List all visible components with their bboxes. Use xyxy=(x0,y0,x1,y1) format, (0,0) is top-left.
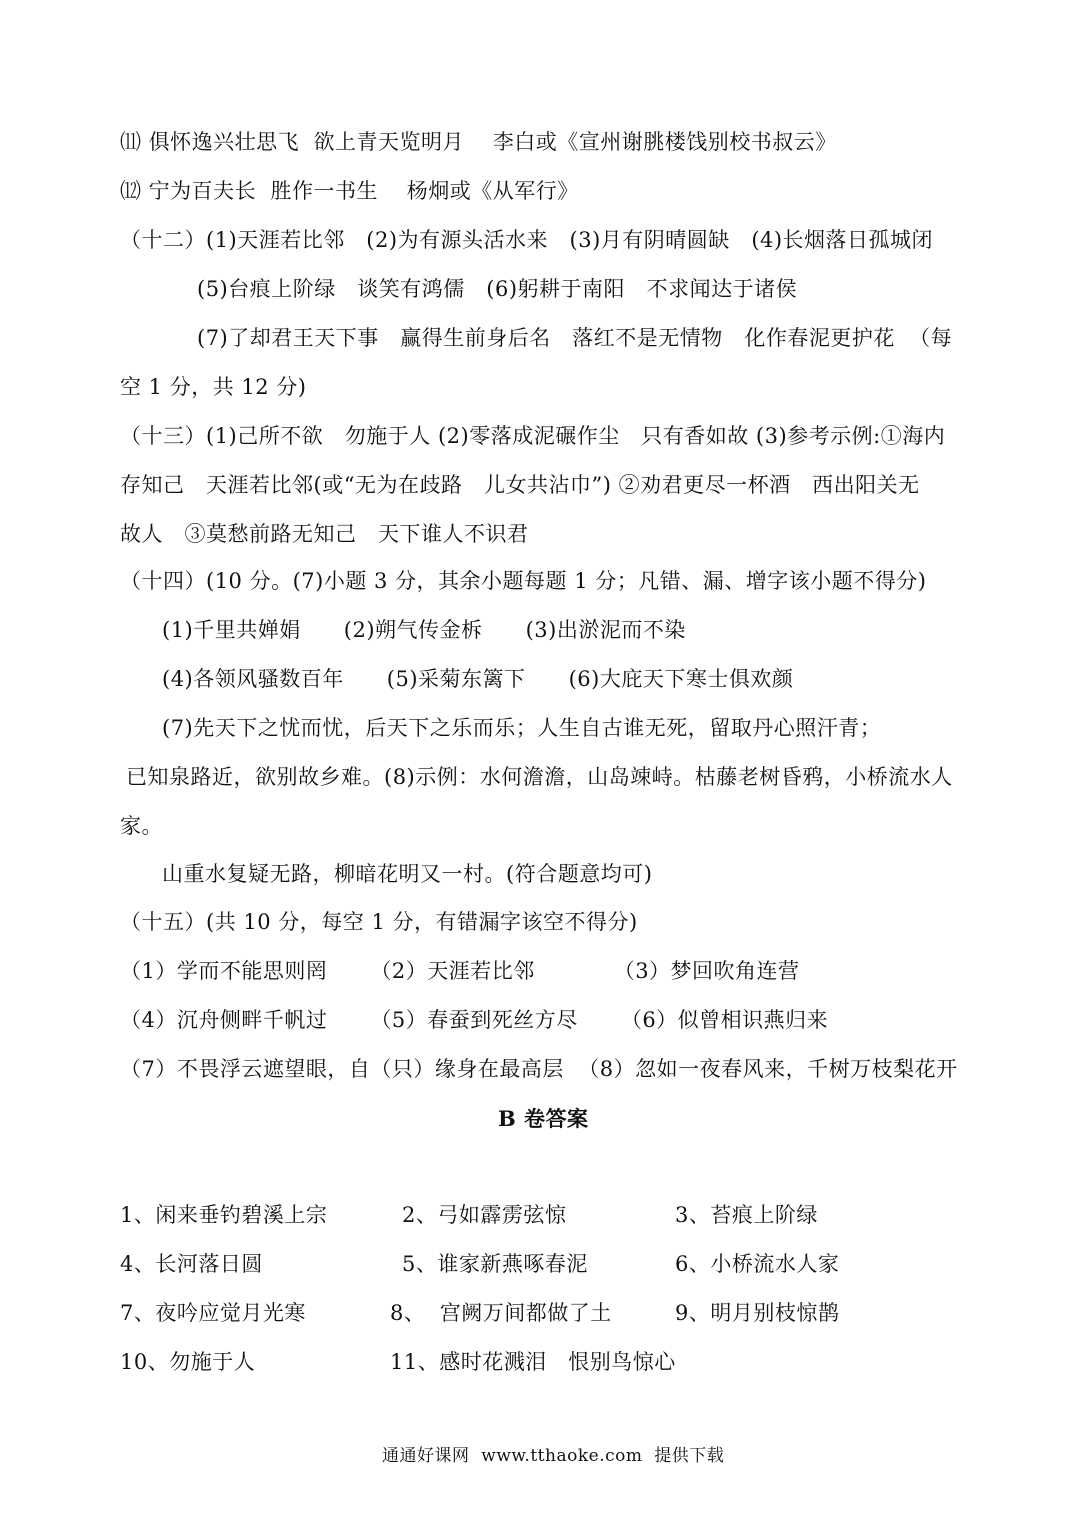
b-answer-4: 4、长河落日圆 xyxy=(120,1252,263,1276)
b-answer-9: 9、明月别枝惊鹊 xyxy=(675,1301,840,1325)
answer-line-section-14-4: (4)各领风骚数百年 (5)采菊东篱下 (6)大庇天下寒士俱欢颜 xyxy=(162,667,794,691)
answer-line-section-13: （十三）(1)己所不欲 勿施于人 (2)零落成泥碾作尘 只有香如故 (3)参考示例:①海内 xyxy=(120,424,946,448)
b-answer-10: 10、勿施于人 xyxy=(120,1350,256,1374)
b-answer-7: 7、夜吟应觉月光寒 xyxy=(120,1301,306,1325)
b-answer-3: 3、苔痕上阶绿 xyxy=(675,1203,818,1227)
answer-line-section-15: （十五）(共 10 分，每空 1 分，有错漏字该空不得分) xyxy=(120,910,638,934)
b-answer-11: 11、感时花溅泪 恨别鸟惊心 xyxy=(390,1350,676,1374)
answer-line-section-14-1: (1)千里共婵娟 (2)朔气传金柝 (3)出淤泥而不染 xyxy=(162,618,686,642)
answer-line-section-15-1: （1）学而不能思则罔 （2）天涯若比邻 （3）梦回吹角连营 xyxy=(120,959,800,983)
section-title: B 卷答案 xyxy=(498,1106,589,1131)
answer-line-section-14: （十四）(10 分。(7)小题 3 分，其余小题每题 1 分；凡错、漏、增字该小题不得分) xyxy=(120,569,927,593)
answer-line-section-14-cont2: 家。 xyxy=(120,814,163,838)
b-answer-5: 5、谁家新燕啄春泥 xyxy=(402,1252,588,1276)
b-answer-8: 8、 宫阙万间都做了土 xyxy=(390,1301,612,1325)
b-answer-1: 1、闲来垂钓碧溪上宗 xyxy=(120,1203,328,1227)
answer-line-section-15-4: （4）沉舟侧畔千帆过 （5）春蚕到死丝方尽 （6）似曾相识燕归来 xyxy=(120,1008,829,1032)
answer-line-section-14-7: (7)先天下之忧而忧，后天下之乐而乐；人生自古谁无死，留取丹心照汗青； xyxy=(162,716,882,740)
answer-line-section-12-score: 空 1 分，共 12 分) xyxy=(120,375,307,399)
page-footer: 通通好课网 www.tthaoke.com 提供下载 xyxy=(382,1446,725,1466)
answer-line-section-14-cont1: 已知泉路近，欲别故乡难。(8)示例：水何澹澹，山岛竦峙。枯藤老树昏鸦，小桥流水人 xyxy=(126,765,953,789)
b-answer-2: 2、弓如霹雳弦惊 xyxy=(402,1203,567,1227)
answer-line-11: ⑾ 俱怀逸兴壮思飞 欲上青天览明月 李白或《宣州谢朓楼饯别校书叔云》 xyxy=(120,130,837,154)
b-answer-6: 6、小桥流水人家 xyxy=(675,1252,840,1276)
answer-line-section-13-cont1: 存知己 天涯若比邻(或“无为在歧路 儿女共沾巾”) ②劝君更尽一杯酒 西出阳关无 xyxy=(120,473,920,497)
answer-line-section-14-cont3: 山重水复疑无路，柳暗花明又一村。(符合题意均可) xyxy=(162,862,653,886)
answer-line-section-13-cont2: 故人 ③莫愁前路无知己 天下谁人不识君 xyxy=(120,522,529,546)
answer-line-12: ⑿ 宁为百夫长 胜作一书生 杨炯或《从军行》 xyxy=(120,179,579,203)
answer-line-section-12-5: (5)台痕上阶绿 谈笑有鸿儒 (6)躬耕于南阳 不求闻达于诸侯 xyxy=(197,277,798,301)
answer-line-section-12: （十二）(1)天涯若比邻 (2)为有源头活水来 (3)月有阴晴圆缺 (4)长烟落日孤城闭 xyxy=(120,228,934,252)
answer-line-section-12-7: (7)了却君王天下事 赢得生前身后名 落红不是无情物 化作春泥更护花 （每 xyxy=(197,326,953,350)
answer-line-section-15-7: （7）不畏浮云遮望眼，自（只）缘身在最高层 （8）忽如一夜春风来，千树万枝梨花开 xyxy=(120,1057,958,1081)
